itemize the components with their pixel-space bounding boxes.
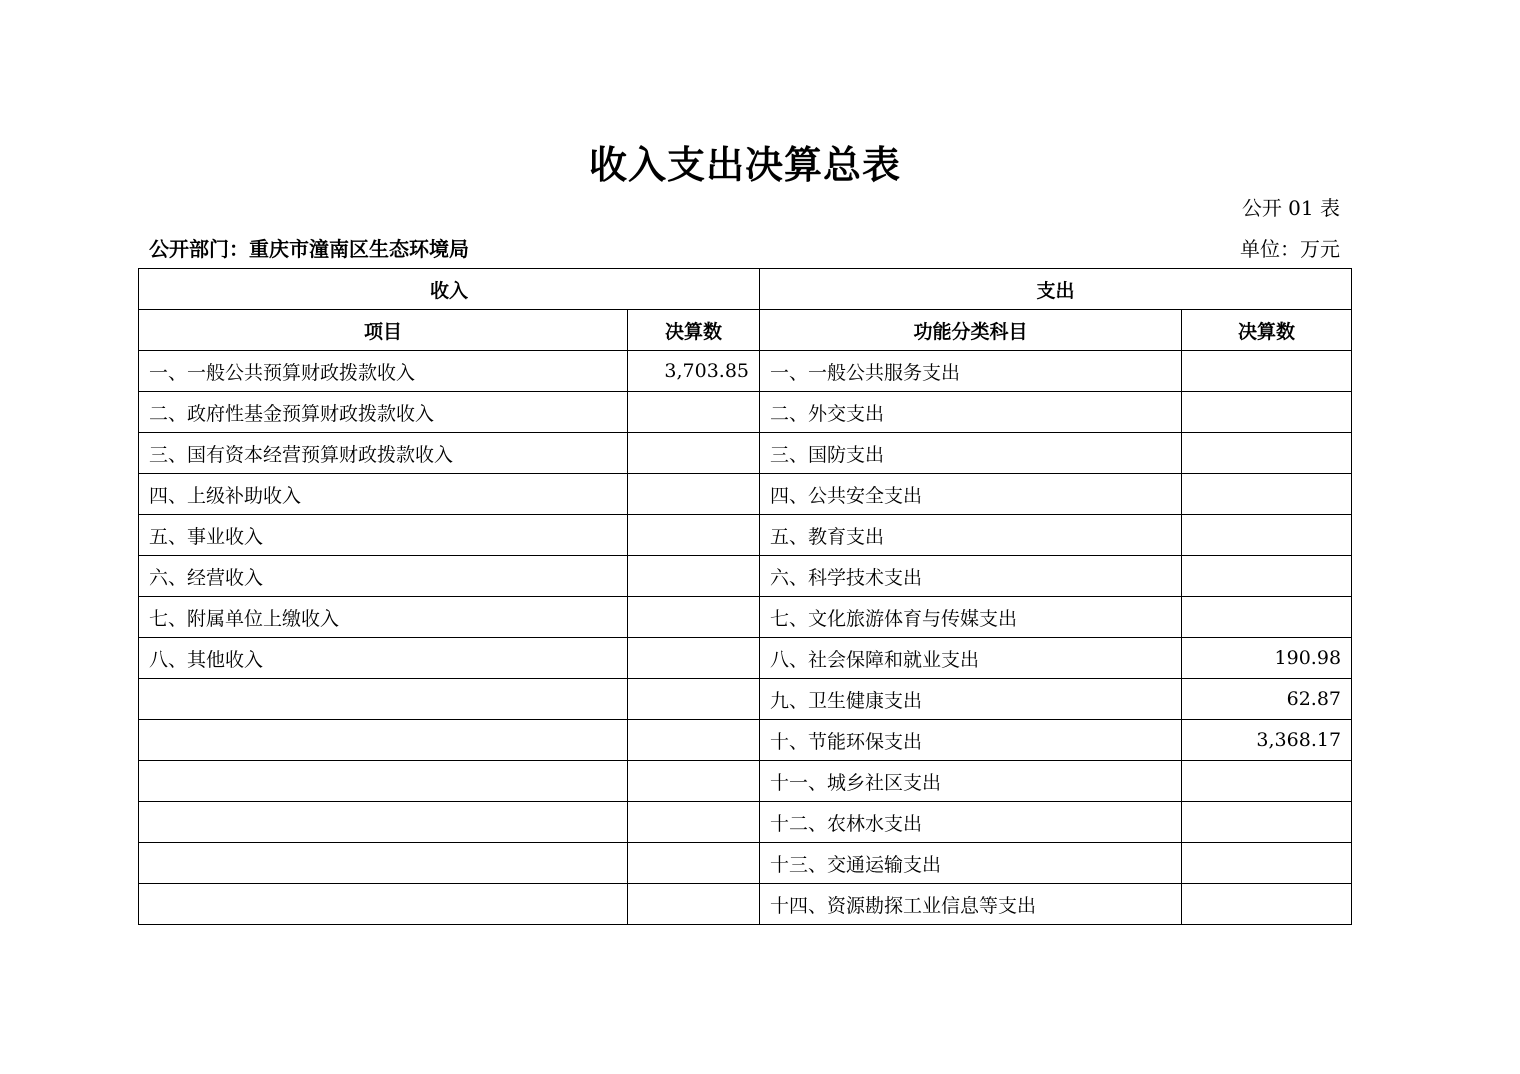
- expense-amount-cell: [1182, 843, 1352, 884]
- expense-item-cell: 四、公共安全支出: [760, 474, 1182, 515]
- expense-item-cell: 三、国防支出: [760, 433, 1182, 474]
- income-item-cell: [139, 679, 628, 720]
- income-amount-cell: [628, 392, 760, 433]
- table-row: [139, 392, 1352, 433]
- expense-item-cell: 十二、农林水支出: [760, 802, 1182, 843]
- table-row: [139, 515, 1352, 556]
- expense-amount-cell: 3,368.17: [1182, 720, 1352, 761]
- income-item-cell: 五、事业收入: [139, 515, 628, 556]
- table-row: [139, 843, 1352, 884]
- income-amount-cell: [628, 597, 760, 638]
- expense-amount-cell: 190.98: [1182, 638, 1352, 679]
- expense-amount-cell: [1182, 761, 1352, 802]
- expense-item-cell: 十四、资源勘探工业信息等支出: [760, 884, 1182, 925]
- expense-item-cell: 六、科学技术支出: [760, 556, 1182, 597]
- expense-group-header: 支出: [760, 269, 1352, 310]
- expense-amount-cell: 62.87: [1182, 679, 1352, 720]
- table-row: [139, 802, 1352, 843]
- income-amount-cell: [628, 433, 760, 474]
- income-amount-cell: [628, 802, 760, 843]
- income-group-header: 收入: [139, 269, 760, 310]
- expense-item-cell: 八、社会保障和就业支出: [760, 638, 1182, 679]
- expense-amount-cell: [1182, 597, 1352, 638]
- income-item-cell: [139, 761, 628, 802]
- expense-amount-cell: [1182, 515, 1352, 556]
- income-amount-cell: [628, 556, 760, 597]
- income-item-cell: 二、政府性基金预算财政拨款收入: [139, 392, 628, 433]
- income-expense-table: [138, 268, 1352, 925]
- expense-amount-cell: [1182, 392, 1352, 433]
- form-number: 公开 01 表: [1241, 196, 1340, 220]
- income-item-cell: 四、上级补助收入: [139, 474, 628, 515]
- page-title: 收入支出决算总表: [588, 142, 901, 187]
- unit-label: 单位：万元: [1240, 237, 1340, 261]
- income-item-header: 项目: [139, 310, 628, 351]
- expense-item-cell: 九、卫生健康支出: [760, 679, 1182, 720]
- income-item-cell: 七、附属单位上缴收入: [139, 597, 628, 638]
- expense-amount-cell: [1182, 884, 1352, 925]
- table-row: [139, 720, 1352, 761]
- income-item-cell: 八、其他收入: [139, 638, 628, 679]
- income-amount-header: 决算数: [628, 310, 760, 351]
- expense-item-cell: 五、教育支出: [760, 515, 1182, 556]
- expense-amount-cell: [1182, 802, 1352, 843]
- income-amount-cell: [628, 515, 760, 556]
- expense-amount-cell: [1182, 556, 1352, 597]
- income-amount-cell: [628, 843, 760, 884]
- income-amount-cell: [628, 720, 760, 761]
- income-amount-cell: [628, 679, 760, 720]
- expense-amount-cell: [1182, 351, 1352, 392]
- expense-amount-cell: [1182, 474, 1352, 515]
- expense-item-cell: 十一、城乡社区支出: [760, 761, 1182, 802]
- table-row: [139, 433, 1352, 474]
- table-row: [139, 474, 1352, 515]
- income-item-cell: [139, 884, 628, 925]
- expense-item-cell: 十、节能环保支出: [760, 720, 1182, 761]
- table-row: [139, 638, 1352, 679]
- department-label: 公开部门：重庆市潼南区生态环境局: [149, 237, 469, 261]
- expense-item-cell: 七、文化旅游体育与传媒支出: [760, 597, 1182, 638]
- expense-item-cell: 二、外交支出: [760, 392, 1182, 433]
- income-amount-cell: [628, 884, 760, 925]
- table-row: [139, 679, 1352, 720]
- income-item-cell: 三、国有资本经营预算财政拨款收入: [139, 433, 628, 474]
- income-amount-cell: 3,703.85: [628, 351, 760, 392]
- income-item-cell: 一、一般公共预算财政拨款收入: [139, 351, 628, 392]
- expense-item-cell: 一、一般公共服务支出: [760, 351, 1182, 392]
- income-item-cell: 六、经营收入: [139, 556, 628, 597]
- table-row: [139, 597, 1352, 638]
- income-amount-cell: [628, 474, 760, 515]
- expense-amount-header: 决算数: [1182, 310, 1352, 351]
- expense-item-cell: 十三、交通运输支出: [760, 843, 1182, 884]
- table-row: [139, 556, 1352, 597]
- column-header-row: [139, 310, 1352, 351]
- expense-amount-cell: [1182, 433, 1352, 474]
- income-item-cell: [139, 843, 628, 884]
- income-amount-cell: [628, 638, 760, 679]
- group-header-row: [139, 269, 1352, 310]
- income-item-cell: [139, 802, 628, 843]
- table-row: [139, 884, 1352, 925]
- table-row: [139, 351, 1352, 392]
- income-amount-cell: [628, 761, 760, 802]
- income-item-cell: [139, 720, 628, 761]
- expense-item-header: 功能分类科目: [760, 310, 1182, 351]
- table-row: [139, 761, 1352, 802]
